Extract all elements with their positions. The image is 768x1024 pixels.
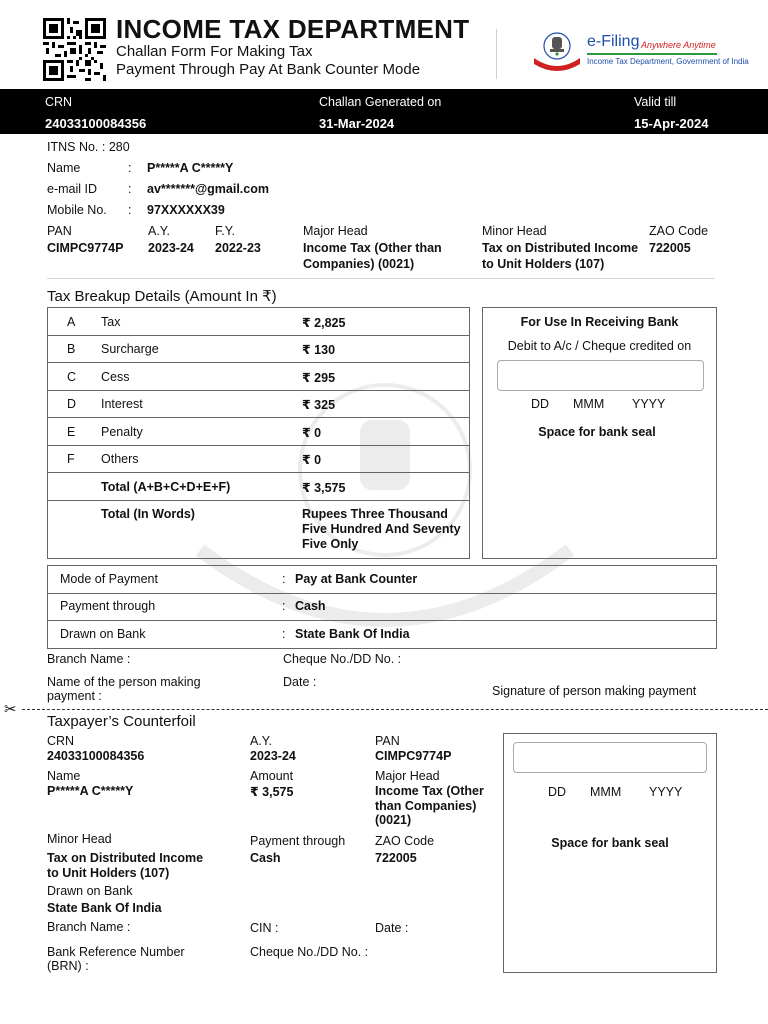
cf-date-label: Date : [375, 921, 409, 935]
debit-label: Debit to A/c / Cheque credited on [507, 339, 692, 353]
cf-zao-label: ZAO Code [375, 834, 435, 848]
efiling-brand: e-Filing [587, 33, 640, 50]
subtitle-line: Payment Through Pay At Bank Counter Mode [116, 61, 421, 78]
generated-label: Challan Generated on [319, 95, 442, 109]
email-label: e-mail ID [47, 182, 98, 196]
cf-major-value: (0021) [375, 813, 412, 827]
pan-label: PAN [47, 224, 72, 238]
pan-value: CIMPC9774P [47, 241, 124, 255]
cf-through-label: Payment through [250, 834, 346, 848]
payment-details-table [47, 565, 717, 649]
dd-label: DD [548, 785, 567, 799]
qr-code-icon [43, 18, 106, 81]
india-emblem-icon [530, 30, 584, 74]
colon: : [282, 599, 286, 613]
itns-number: ITNS No. : 280 [47, 140, 130, 154]
row-label: Interest [101, 397, 143, 411]
counterfoil-date-field[interactable] [513, 742, 707, 773]
cut-line [22, 709, 768, 710]
dd-label: DD [531, 397, 550, 411]
page-subtitle [116, 43, 420, 79]
ay-value: 2023-24 [148, 241, 194, 255]
bank-seal-label: Space for bank seal [551, 836, 669, 850]
row-amount: ₹ 0 [302, 453, 322, 467]
major-head-value: Companies) (0021) [303, 257, 415, 271]
receiving-bank-box [482, 307, 717, 559]
row-amount: ₹ 295 [302, 371, 336, 385]
row-code: E [67, 425, 76, 439]
cf-amount-label: Amount [250, 769, 294, 783]
drawn-value: State Bank Of India [295, 627, 410, 641]
row-code: A [67, 315, 76, 329]
yyyy-label: YYYY [649, 785, 683, 799]
tax-breakup-title: Tax Breakup Details (Amount In ₹) [47, 288, 277, 305]
mode-label: Mode of Payment [60, 572, 158, 586]
cf-brn-label: (BRN) : [47, 959, 89, 973]
cf-branch-label: Branch Name : [47, 920, 131, 934]
email-value: av*******@gmail.com [147, 182, 269, 196]
row-code: F [67, 452, 75, 466]
cheque-label: Cheque No./DD No. : [283, 652, 402, 666]
logo-underline [587, 53, 717, 55]
subtitle-line: Challan Form For Making Tax [116, 43, 313, 60]
cf-through-value: Cash [250, 851, 281, 865]
name-label: Name [47, 161, 81, 175]
cf-drawn-value: State Bank Of India [47, 901, 162, 915]
total-in-words-row [48, 501, 469, 557]
crn-value: 24033100084356 [45, 116, 147, 131]
department-title: INCOME TAX DEPARTMENT [116, 14, 470, 44]
signature-label: Signature of person making payment [492, 684, 697, 698]
cf-amount-value: ₹ 3,575 [250, 785, 294, 799]
cf-crn-value: 24033100084356 [47, 749, 145, 763]
minor-head-label: Minor Head [482, 224, 547, 238]
generated-value: 31-Mar-2024 [319, 116, 395, 131]
row-label: Tax [101, 315, 121, 329]
total-value: ₹ 3,575 [302, 481, 346, 495]
cf-cheque-label: Cheque No./DD No. : [250, 945, 369, 959]
person-label: Name of the person making [47, 675, 201, 689]
cf-brn-label: Bank Reference Number [47, 945, 185, 959]
bank-seal-label: Space for bank seal [538, 425, 656, 439]
efiling-tagline: Anywhere Anytime [641, 40, 716, 50]
valid-till-label: Valid till [634, 95, 677, 109]
table-row [48, 621, 716, 648]
row-label: Cess [101, 370, 130, 384]
minor-head-value: Tax on Distributed Income [482, 241, 639, 255]
words-label: Total (In Words) [101, 507, 195, 521]
row-amount: ₹ 2,825 [302, 316, 346, 330]
ay-label: A.Y. [148, 224, 171, 238]
name-value: P*****A C*****Y [147, 161, 234, 175]
cf-zao-value: 722005 [375, 851, 417, 865]
drawn-label: Drawn on Bank [60, 627, 146, 641]
counterfoil-bank-box [503, 733, 717, 973]
date-label: Date : [283, 675, 317, 689]
cf-major-value: than Companies) [375, 799, 477, 813]
words-line: Five Hundred And Seventy [302, 522, 461, 536]
mmm-label: MMM [573, 397, 605, 411]
tax-breakup-table [47, 307, 470, 559]
cf-major-label: Major Head [375, 769, 440, 783]
challan-band [0, 89, 768, 134]
table-row [48, 593, 716, 621]
cf-drawn-label: Drawn on Bank [47, 884, 133, 898]
words-line: Five Only [302, 537, 359, 551]
header-divider [496, 29, 497, 79]
credit-date-field[interactable] [497, 360, 704, 391]
table-row [48, 308, 469, 336]
branch-name-label: Branch Name : [47, 652, 131, 666]
major-head-label: Major Head [303, 224, 368, 238]
cf-ay-label: A.Y. [250, 734, 273, 748]
through-value: Cash [295, 599, 326, 613]
cf-minor-value: Tax on Distributed Income [47, 851, 204, 865]
cf-name-label: Name [47, 769, 81, 783]
row-label: Surcharge [101, 342, 159, 356]
colon: : [128, 161, 132, 175]
mmm-label: MMM [590, 785, 622, 799]
minor-head-value: to Unit Holders (107) [482, 257, 605, 271]
colon: : [282, 627, 286, 641]
cf-cin-label: CIN : [250, 921, 279, 935]
valid-till-value: 15-Apr-2024 [634, 116, 709, 131]
total-label: Total (A+B+C+D+E+F) [101, 480, 231, 494]
table-row [48, 363, 469, 391]
cf-minor-value: to Unit Holders (107) [47, 866, 170, 880]
words-line: Rupees Three Thousand [302, 507, 448, 521]
mode-value: Pay at Bank Counter [295, 572, 418, 586]
crn-label: CRN [45, 95, 73, 109]
yyyy-label: YYYY [632, 397, 666, 411]
zao-code-value: 722005 [649, 241, 691, 255]
mobile-label: Mobile No. [47, 203, 107, 217]
zao-code-label: ZAO Code [649, 224, 709, 238]
colon: : [128, 203, 132, 217]
table-row [48, 418, 469, 446]
table-row [48, 446, 469, 473]
through-label: Payment through [60, 599, 156, 613]
fy-value: 2022-23 [215, 241, 261, 255]
cf-major-value: Income Tax (Other [375, 784, 484, 798]
row-amount: ₹ 325 [302, 398, 336, 412]
row-code: B [67, 342, 76, 356]
person-label: payment : [47, 689, 102, 703]
mobile-value: 97XXXXXX39 [147, 203, 225, 217]
row-code: C [67, 370, 77, 384]
cf-minor-label: Minor Head [47, 832, 112, 846]
colon: : [282, 572, 286, 586]
row-label: Others [101, 452, 139, 466]
table-row [48, 566, 716, 594]
bank-use-title: For Use In Receiving Bank [520, 315, 679, 329]
cf-name-value: P*****A C*****Y [47, 784, 134, 798]
table-row [48, 391, 469, 418]
row-label: Penalty [101, 425, 143, 439]
cf-pan-value: CIMPC9774P [375, 749, 452, 763]
row-code: D [67, 397, 77, 411]
major-head-value: Income Tax (Other than [303, 241, 442, 255]
cf-ay-value: 2023-24 [250, 749, 296, 763]
total-row [48, 473, 469, 501]
scissors-icon: ✂ [4, 701, 17, 718]
row-amount: ₹ 0 [302, 426, 322, 440]
row-amount: ₹ 130 [302, 343, 336, 357]
table-row [48, 336, 469, 363]
fy-label: F.Y. [215, 224, 235, 238]
colon: : [128, 182, 132, 196]
efiling-subtext: Income Tax Department, Government of India [587, 57, 749, 66]
divider [47, 278, 715, 279]
counterfoil-title: Taxpayer’s Counterfoil [47, 713, 196, 730]
cf-crn-label: CRN [47, 734, 75, 748]
cf-pan-label: PAN [375, 734, 400, 748]
